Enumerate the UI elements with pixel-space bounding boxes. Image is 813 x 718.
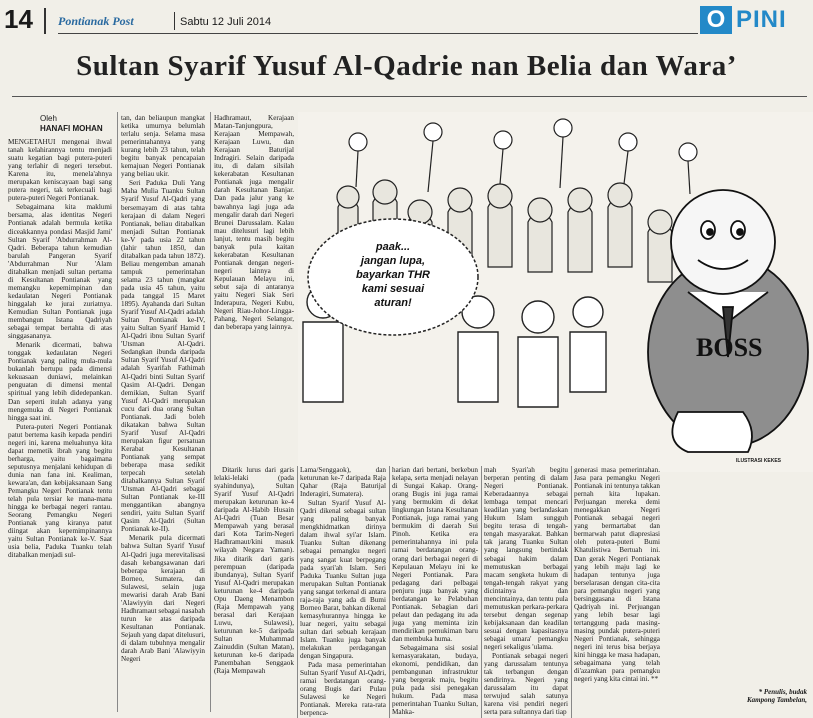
- speech-text: paak...: [375, 241, 411, 253]
- section-name: PINI: [736, 6, 787, 33]
- author-name: HANAFI MOHAN: [40, 124, 103, 133]
- title-rule: [12, 96, 807, 97]
- page-number: 14: [4, 4, 33, 34]
- column-rule: [117, 112, 118, 712]
- article-column-1: [8, 138, 112, 718]
- paragraph: Menarik dicermati, bahwa tonggak kedaulatan Negeri Pontianak yang paling mula-mula bukanlah bertupu pada dimensi kekuasaan duniawi, melainkan penguatan di dimensi mental spiritual yang lebih didedepankan. Dan seperti itulah adanya yang mengemuka di Negeri Pontianak hingga saat ini.: [8, 341, 112, 422]
- article-column-4: [300, 466, 386, 718]
- article-column-6: [484, 466, 568, 718]
- paragraph: generasi masa pemerintahan. Jasa para pemangku Negeri Pontianak ini tentunya takkan pernah kita lupakan. Perjuangan mereka demi menegakkan Negeri Pontianak sebagai negeri yang bermartabat dan bermarwah patut diapresiasi oleh putera-puteri Bumi Khatulistiwa Bertuah ini. Dan gerak Negeri Pontianak yang lebih maju lagi ke hadapan tentunya juga berselarasan dengan cita-cita para pemangku negeri yang bersinggasana di Istana Qadriyah ini. Perjuangan yang lebih besar lagi tertanggung pada masing-masing pundak putera-puteri Negeri Pontianak, sehingga negeri ini terus bisa berjaya kini hingga ke masa hadapan, sebagaimana yang telah di'azamkan para pemangku negeri yang kita cintai ini. **: [574, 466, 660, 684]
- paragraph: Sebagaimana kita maklumi bersama, alas identitas Negeri Pontianak adalah bermula ketika diceakkannya pondasi Masjid Jami' Sultan Syarif 'Abdurrahman Al-Qadri. Beberapa tahun kemudian barulah Pangeran Syarif 'Abdurrahman Nur 'Alam ditabalkan menjadi sultan pertama di Kesultanan Pontianak yang memangku kepemimpinan dan kedaulatan Negeri Pontianak hinggalah ke jurai zuriatnya. Kemudian Sultan Pontianak juga membangun Istana Qadriyah sebagai tempat bertahta di atas singgasananya.: [8, 203, 112, 341]
- column-rule: [210, 112, 211, 712]
- header-rule: [58, 33, 698, 34]
- speech-text: bayarkan THR: [356, 269, 430, 281]
- paragraph: Sultan Syarif Yusuf Al-Qadri dikenal sebagai sultan yang paling banyak mengkhidmatkan dirinya dalam ihwal syi'ar Islam. Tuanku Sultan dikenang sebagai pemangku negeri yang sangat kuat berpegang pada syari'ah Islam. Seri Paduka Tuanku Sultan juga merupakan Sultan Pontianak yang sangat terkenal di antara raja-raja yang ada di Bumi Borneo Barat, bahkan dikenal kemasyhurannya hingga ke luar negeri, yaitu sebagai sultan dari sebuah kerajaan Islam. Tuanku juga banyak melakukan perdagangan dengan Singapura.: [300, 499, 386, 661]
- paragraph: Lama/Senggaok), dan keturunan ke-7 daripada Raja Qahar (Raja Baturijal Inderagiri, Sumatera).: [300, 466, 386, 499]
- column-rule: [481, 466, 482, 718]
- publication-date: Sabtu 12 Juli 2014: [180, 16, 272, 28]
- paragraph: Hadhramaut, Kerajaan Matan-Tanjungpura, Kerajaan Mempawah, Kerajaan Luwu, dan Kerajaan Baturijal Indragiri. Selain daripada itu, di dalam silsilah kekerabatan Kesultanan Pontianak juga mengalir darah Kesultanan Banjar. Dan pada jalur yang ke bawahnya lagi juga ada mengalir darah dari Negeri Brunei Darussalam. Kalau mau ditelusuri lagi lebih lanjut, tentu masih begitu banyak pula kaitan kekerabatan Kesultanan Pontianak dengan negeri-negeri lainnya di Kepulauan Melayu ini, sebut saja di antaranya yaitu Negeri Siak Seri Inderapura, Negeri Kubu, Negeri Riau-Johor-Lingga-Pahang, Negeri Selangor, dan beberapa yang lainnya.: [214, 114, 294, 332]
- publication-name: Pontianak Post: [58, 14, 134, 28]
- illustration-credit: ILUSTRASI KEKES: [736, 458, 782, 464]
- article-column-2: [121, 114, 205, 714]
- editorial-cartoon: [298, 112, 813, 472]
- speech-text: jangan lupa,: [360, 255, 426, 267]
- paragraph: Sebagaimana sisi sosial kemasyarakatan, budaya, ekonomi, pendidikan, dan pembangunan infrastruktur yang bergerak maju, begitu pula pada sisi penegakan hukum. Pada masa pemerintahan Tuanku Sultan, Mahka-: [392, 644, 478, 717]
- paragraph: mah Syari'ah begitu berperan penting di dalam Negeri Pontianak. Keberadaannya sebagai lembaga tempat mencari keadilan yang berlandaskan Hukum Islam sungguh begitu terasa di tengah-tengah masyarakat. Bahkan tak jarang Tuanku Sultan yang langsung bertindak sebagai hakim dalam memutuskan berbagai macam sengketa hukum di tengah-tengah rakyat yang dicintainya dan mencintainya, dan tentu pula memutuskan perkara-perkara tersebut dengan segenap kebijaksanaan dan keadilan sesuai dengan kapasitasnya sebagai umara' pemangku negeri sekaligus 'ulama.: [484, 466, 568, 652]
- author-note-line: Kampong Tambelan,: [746, 696, 807, 704]
- speech-text: aturan!: [374, 297, 412, 309]
- paragraph: MENGETAHUI mengenai ihwal tanah kelahirannya tentu menjadi suatu kegatian bagi putera-puteri yang terlahir di negeri tersebut. Karena itu, menela'ahnya merupakan keniscayaan bagi sang putera negeri, tak terkecuali bagi putera-puteri Negeri Pontianak.: [8, 138, 112, 203]
- header-separator: [174, 12, 175, 30]
- paragraph: Seri Paduka Duli Yang Maha Mulia Tuanku Sultan Syarif Yusuf Al-Qadri yang bersemayam di atas tahta kerajaan di dalam Negeri Pontianak, beliau ditabalkan menjadi Sultan Pontianak ke-V pada usia 22 tahun (lahir tahun 1850, dan ditabalkan pada tahun 1872). Beliau mengemban amanah tampuk pemerintahan selama 23 tahun (mangkat pada usia 45 tahun, yaitu pada tanggal 15 Maret 1895). Ayahanda dari Sultan Syarif Yusuf Al-Qadri adalah Sultan Pontianak ke-IV, yaitu Sultan Syarif Hamid I Al-Qadri ibnu Sultan Syarif 'Utsman Al-Qadri. Sedangkan ibunda daripada Sultan Syarif Yusuf Al-Qadri adalah Syarifah Fathimah Al-Qadri binti Sultan Syarif Qasim Al-Qadri. Dengan demikian, Sultan Syarif Yusuf Al-Qadri merupakan cucu dari dua orang Sultan Pontianak. Jadi boleh dikatakan bahwa Sultan Syarif Yusuf Al-Qadri merupakan figur persatuan Kerabat Kesultanan Pontianak yang sempat beberapa masa sedikit terpecah setelah ditabalkannya Sultan Syarif 'Utsman Al-Qadri sebagai Sultan Pontianak ke-III menggantikan abangnya sendiri, yaitu Sultan Syarif Qasim Al-Qadri (Sultan Pontianak ke-II).: [121, 179, 205, 534]
- paragraph: Ditarik lurus dari garis lelaki-lelaki (pada syahindunya), Sultan Syarif Yusuf Al-Qadri merupakan keturunan ke-4 daripada Al-Habib Husain Al-Qadri (Tuan Besar Mempawah yang berasal dari Kota Tarim-Negeri Hadhramaut/kini masuk wilayah Negara Yaman). Jika ditarik dari garis perempuan (daripada ibundanya), Sultan Syarif Yusuf Al-Qadri merupakan keturunan ke-4 daripada Opu Daeng Menambon (Raja Mempawah yang berasal dari Kerajaan Luwu, Sulawesi), keturunan ke-5 daripada Sultan Muhammad Zainuddin (Sultan Matan), keturunan ke-6 daripada Panembahan Senggaok (Raja Mempawah: [214, 466, 294, 676]
- boss-label: BOSS: [696, 333, 763, 362]
- column-rule: [389, 466, 390, 718]
- article-title: Sultan Syarif Yusuf Al-Qadrie nan Belia dan Wara’: [76, 50, 737, 82]
- paragraph: harian dari bertani, berkebun kelapa, serta menjadi nelayan di Sungai Kakap. Orang-orang Bugis ini juga ramai yang bermukim di dekat lingkungan Istana Kesultanan Pontianak, juga ramai yang bermukim di daerah Sui Pinoh. Ketika era pemerintahannya ini pula ramai berdatangan orang-orang dari berbagai negeri di Kepulauan Melayu ini ke Negeri Pontianak. Para pedagang dari pelbagai penjuru juga banyak yang berdatangan ke Pelabuhan Pontianak. Sebagian dari pelaut dan pedagang itu ada juga yang meminta izin mendirikan pemukiman baru dan membuka huma.: [392, 466, 478, 643]
- paragraph: Menarik pula dicermati bahwa Sultan Syarif Yusuf Al-Qadri juga merevitalisasi dasah kebangsawanan dari beberapa kerajaan di Borneo, Sumatera, dan Sulawesi, selain juga mewarisi darah Arab Bani 'Alawiyyin dari Negeri Hadhramaut sebagai nasabah turun ke atas daripada Kesultanan Pontianak. Sejauh yang dapat ditelusuri, di dalam tubuhnya mengalir darah Arab Bani 'Alawiyyin Negeri: [121, 534, 205, 664]
- column-rule: [571, 466, 572, 718]
- paragraph: Pontianak sebagai negeri yang darussalam tentunya tak terbangun dengan sendirinya. Negeri yang darussalam itu dapat terwujud salah satunya karena visi pendiri negeri serta para sultannya dari tiap: [484, 652, 568, 717]
- author-note: [715, 688, 807, 704]
- article-column-5: [392, 466, 478, 718]
- section-initial-box: O: [700, 6, 732, 34]
- author-note-line: * Penulis, budak: [758, 688, 807, 696]
- paragraph: tan, dan beliaupun mangkat ketika umurnya belumlah terlalu senja. Selama masa pemerintahannya yang kurang lebih 23 tahun, telah begitu banyak pencapaian kemajuan Negeri Pontianak yang beliau ukir.: [121, 114, 205, 179]
- speech-text: kami sesuai: [361, 283, 425, 295]
- paragraph: Putera-puteri Negeri Pontianak patut bertema kasih kepada pendiri negeri ini, karena meluahunya kita dapat memetik ibrah yang begitu berharga, yaitu bagaimana seputusnya menjalani kehidupan di dunia nan fana ini. Kealiman, kewara'an, dan kebijaksanaan Sang Pemangku Negeri Pontianak tentu telah pula tersiar ke mana-mana hingga ke berbagai negeri rantau. Seorang Pemangku Negeri Pontianak yang kiranya patut diingat akan kepemimpinannya yaitu Sultan Pontianak ke-V. Saat usia belia, Paduka Tuanku telah ditabalkan menjadi sul-: [8, 422, 112, 560]
- header-divider: [44, 8, 46, 34]
- page-header: [0, 0, 813, 44]
- article-column-3: [214, 114, 294, 464]
- article-column-7: [574, 466, 660, 686]
- paragraph: Pada masa pemerintahan Sultan Syarif Yusuf Al-Qadri, ramai berdatangan orang-orang Bugis dari Pulau Sulawesi ke Negeri Pontianak. Mereka rata-rata berpenca-: [300, 661, 386, 718]
- byline-prefix: Oleh: [40, 114, 57, 123]
- column-rule: [297, 466, 298, 718]
- article-column-3b: [214, 466, 294, 718]
